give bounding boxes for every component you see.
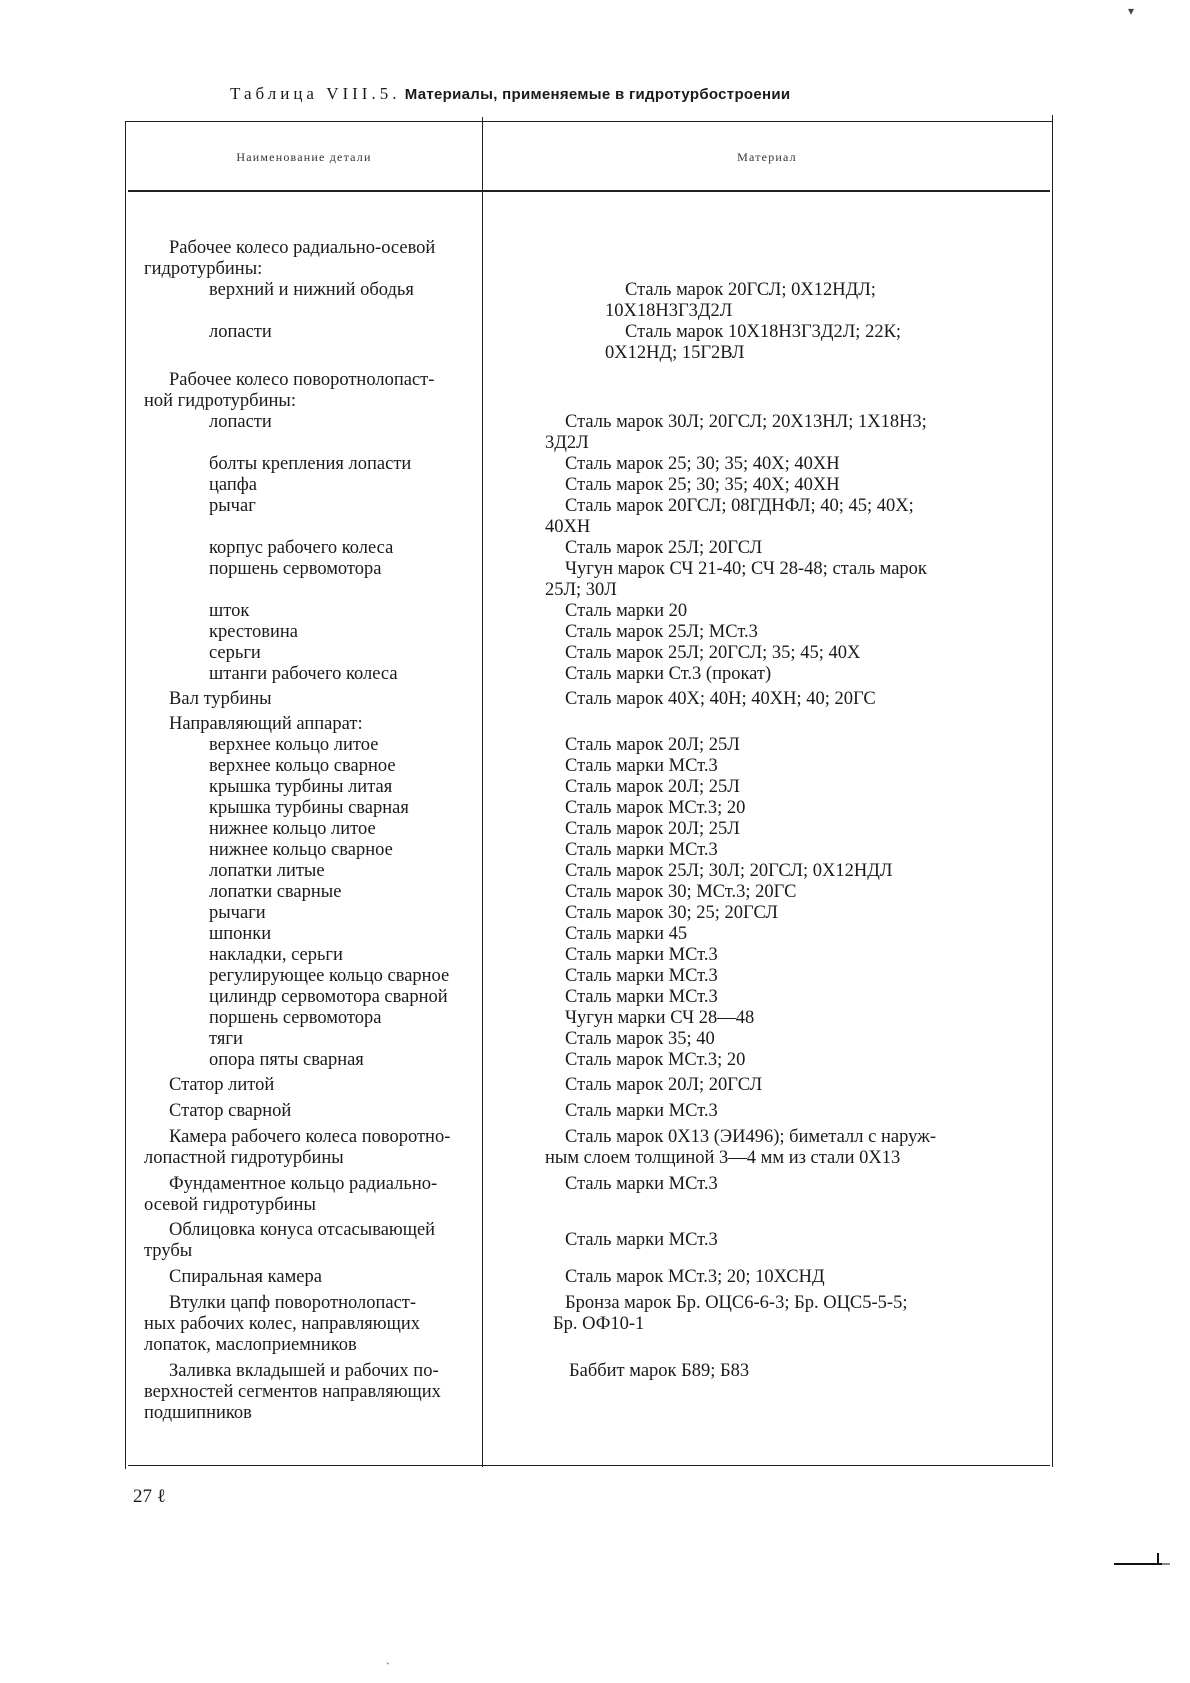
table-row (0, 559, 1190, 580)
part-cell: верхностей сегментов направляющих (144, 1382, 441, 1402)
part-cell: трубы (144, 1241, 193, 1261)
part-cell: нижнее кольцо сварное (209, 840, 393, 860)
table-row (0, 1101, 1190, 1122)
table-row (0, 777, 1190, 798)
table-row (0, 1314, 1190, 1335)
table-row (0, 735, 1190, 756)
part-cell: ных рабочих колес, направляющих (144, 1314, 421, 1334)
table-row (0, 1382, 1190, 1403)
part-cell: цилиндр сервомотора сварной (209, 987, 448, 1007)
table-row (0, 322, 1190, 343)
part-cell: Статор сварной (169, 1101, 292, 1121)
material-cell: Сталь марки МСт.3 (565, 1101, 718, 1121)
part-cell: ной гидротурбины: (144, 391, 296, 411)
table-row (0, 987, 1190, 1008)
table-row (0, 924, 1190, 945)
part-cell: Фундаментное кольцо радиально- (169, 1174, 438, 1194)
part-cell: крышка турбины сварная (209, 798, 409, 818)
material-cell: Сталь марок 20Л; 25Л (565, 819, 740, 839)
material-cell: Сталь марок 25; 30; 35; 40Х; 40ХН (565, 454, 840, 474)
table-row (0, 238, 1190, 259)
part-cell: поршень сервомотора (209, 1008, 382, 1028)
part-cell: крышка турбины литая (209, 777, 393, 797)
table-row (0, 664, 1190, 685)
part-cell: лопатки сварные (209, 882, 342, 902)
table-row (0, 301, 1190, 322)
table-row (0, 714, 1190, 735)
table-row (0, 454, 1190, 475)
part-cell: лопатки литые (209, 861, 325, 881)
table-row (0, 622, 1190, 643)
crop-mark-icon (1112, 1553, 1172, 1567)
material-cell: Сталь марки 20 (565, 601, 688, 621)
table-row (0, 643, 1190, 664)
part-cell: тяги (209, 1029, 243, 1049)
part-cell: штанги рабочего колеса (209, 664, 398, 684)
part-cell: регулирующее кольцо сварное (209, 966, 450, 986)
material-cell: Сталь марок 25Л; 20ГСЛ; 35; 45; 40Х (565, 643, 861, 663)
table-row (0, 280, 1190, 301)
table-row (0, 1335, 1190, 1356)
part-cell: Вал турбины (169, 689, 272, 709)
table-row (0, 1075, 1190, 1096)
material-cell: Сталь марки Ст.3 (прокат) (565, 664, 772, 684)
material-cell: Баббит марок Б89; Б83 (569, 1361, 750, 1381)
material-cell: Чугун марок СЧ 21-40; СЧ 28-48; сталь марок (565, 559, 927, 579)
table-caption: Материалы, применяемые в гидротурбостроении (404, 86, 791, 103)
material-cell: Сталь марки 45 (565, 924, 688, 944)
material-cell: 3Д2Л (545, 433, 589, 453)
table-row (0, 1148, 1190, 1169)
material-cell: Сталь марки МСт.3 (565, 1174, 718, 1194)
table-row (0, 433, 1190, 454)
header-material: Материал (737, 150, 797, 164)
material-cell: Бр. ОФ10-1 (553, 1314, 645, 1334)
table-row (0, 1267, 1190, 1288)
table-row (0, 861, 1190, 882)
part-cell: Направляющий аппарат: (169, 714, 363, 734)
part-cell: лопастной гидротурбины (144, 1148, 344, 1168)
part-cell: корпус рабочего колеса (209, 538, 394, 558)
table-title (230, 84, 950, 104)
part-cell: Облицовка конуса отсасывающей (169, 1220, 436, 1240)
part-cell: опора пяты сварная (209, 1050, 364, 1070)
material-cell: Сталь марок 20ГСЛ; 0Х12НДЛ; (625, 280, 876, 300)
material-cell: 10Х18Н3Г3Д2Л (605, 301, 733, 321)
material-cell: Сталь марки МСт.3 (565, 966, 718, 986)
table-row (0, 945, 1190, 966)
part-cell: Статор литой (169, 1075, 275, 1095)
part-cell: лопаток, маслоприемников (144, 1335, 357, 1355)
part-cell: накладки, серьги (209, 945, 343, 965)
material-cell: Сталь марок 20Л; 25Л (565, 777, 740, 797)
part-cell: шпонки (209, 924, 272, 944)
table-row (0, 1361, 1190, 1382)
table-row (0, 798, 1190, 819)
header-part: Наименование детали (236, 150, 372, 164)
table-row (0, 391, 1190, 412)
table-row (0, 601, 1190, 622)
material-cell: Сталь марок 40Х; 40Н; 40ХН; 40; 20ГС (565, 689, 876, 709)
material-cell: Сталь марок 25; 30; 35; 40Х; 40ХН (565, 475, 840, 495)
table-row (0, 259, 1190, 280)
part-cell: Камера рабочего колеса поворотно- (169, 1127, 451, 1147)
part-cell: верхнее кольцо сварное (209, 756, 396, 776)
table-row (0, 412, 1190, 433)
part-cell: крестовина (209, 622, 298, 642)
material-cell: Сталь марок 30; МСт.3; 20ГС (565, 882, 797, 902)
table-row (0, 343, 1190, 364)
stray-mark: ˏ (386, 1651, 390, 1665)
table-row (0, 517, 1190, 538)
material-cell: Сталь марки МСт.3 (565, 945, 718, 965)
material-cell: Сталь марки МСт.3 (565, 1230, 718, 1250)
table-row (0, 496, 1190, 517)
material-cell: Бронза марок Бр. ОЦС6-6-3; Бр. ОЦС5-5-5; (565, 1293, 908, 1313)
part-cell: лопасти (209, 322, 272, 342)
part-cell: серьги (209, 643, 261, 663)
material-cell: Сталь марки МСт.3 (565, 756, 718, 776)
part-cell: поршень сервомотора (209, 559, 382, 579)
part-cell: Рабочее колесо радиально-осевой (169, 238, 436, 258)
part-cell: цапфа (209, 475, 257, 495)
table-row (0, 1050, 1190, 1071)
part-cell: Заливка вкладышей и рабочих по- (169, 1361, 439, 1381)
material-cell: Сталь марок МСт.3; 20 (565, 1050, 746, 1070)
part-cell: рычаг (209, 496, 256, 516)
part-cell: Спиральная камера (169, 1267, 322, 1287)
part-cell: верхнее кольцо литое (209, 735, 379, 755)
material-cell: 40ХН (545, 517, 591, 537)
material-cell: Сталь марки МСт.3 (565, 840, 718, 860)
part-cell: рычаги (209, 903, 266, 923)
material-cell: Сталь марок 20Л; 25Л (565, 735, 740, 755)
material-cell: ным слоем толщиной 3—4 мм из стали 0Х13 (545, 1148, 901, 1168)
material-cell: Сталь марок 20ГСЛ; 08ГДНФЛ; 40; 45; 40Х; (565, 496, 914, 516)
corner-mark: ▾ (1128, 4, 1135, 18)
part-cell: нижнее кольцо литое (209, 819, 376, 839)
material-cell: Чугун марки СЧ 28—48 (565, 1008, 755, 1028)
part-cell: гидротурбины: (144, 259, 263, 279)
table-row (0, 756, 1190, 777)
table-row (0, 840, 1190, 861)
table-row (0, 370, 1190, 391)
table-label: Таблица VIII.5. (230, 84, 401, 103)
table-row (0, 1174, 1190, 1195)
page-number: 27 ℓ (133, 1486, 166, 1507)
part-cell: Втулки цапф поворотнолопаст- (169, 1293, 417, 1313)
part-cell: Рабочее колесо поворотнолопаст- (169, 370, 435, 390)
part-cell: лопасти (209, 412, 272, 432)
material-cell: Сталь марок 25Л; МСт.3 (565, 622, 758, 642)
table-row (0, 819, 1190, 840)
table-row (0, 1220, 1190, 1250)
part-cell: верхний и нижний ободья (209, 280, 414, 300)
table-row (0, 1195, 1190, 1216)
table-row (0, 1029, 1190, 1050)
material-cell: Сталь марок 25Л; 30Л; 20ГСЛ; 0Х12НДЛ (565, 861, 893, 881)
material-cell: Сталь марок 30; 25; 20ГСЛ (565, 903, 778, 923)
table-row (0, 475, 1190, 496)
part-cell: болты крепления лопасти (209, 454, 412, 474)
part-cell: осевой гидротурбины (144, 1195, 316, 1215)
table-row (0, 1403, 1190, 1424)
material-cell: Сталь марки МСт.3 (565, 987, 718, 1007)
table-row (0, 1008, 1190, 1029)
material-cell: 25Л; 30Л (545, 580, 617, 600)
material-cell: Сталь марок 10Х18Н3Г3Д2Л; 22К; (625, 322, 902, 342)
table-row (0, 580, 1190, 601)
material-cell: Сталь марок 30Л; 20ГСЛ; 20Х13НЛ; 1Х18Н3; (565, 412, 927, 432)
part-cell: подшипников (144, 1403, 252, 1423)
material-cell: Сталь марок 0Х13 (ЭИ496); биметалл с наруж- (565, 1127, 937, 1147)
material-cell: Сталь марок МСт.3; 20 (565, 798, 746, 818)
material-cell: Сталь марок 35; 40 (565, 1029, 715, 1049)
table-row (0, 1127, 1190, 1148)
table-row (0, 903, 1190, 924)
material-cell: Сталь марок 25Л; 20ГСЛ (565, 538, 763, 558)
material-cell: Сталь марок 20Л; 20ГСЛ (565, 1075, 763, 1095)
table-row (0, 538, 1190, 559)
table-row (0, 966, 1190, 987)
table-row (0, 1293, 1190, 1314)
table-row (0, 882, 1190, 903)
table-row (0, 689, 1190, 710)
part-cell: шток (209, 601, 250, 621)
table-row (0, 1241, 1190, 1262)
material-cell: Сталь марок МСт.3; 20; 10ХСНД (565, 1267, 825, 1287)
material-cell: 0Х12НД; 15Г2ВЛ (605, 343, 745, 363)
